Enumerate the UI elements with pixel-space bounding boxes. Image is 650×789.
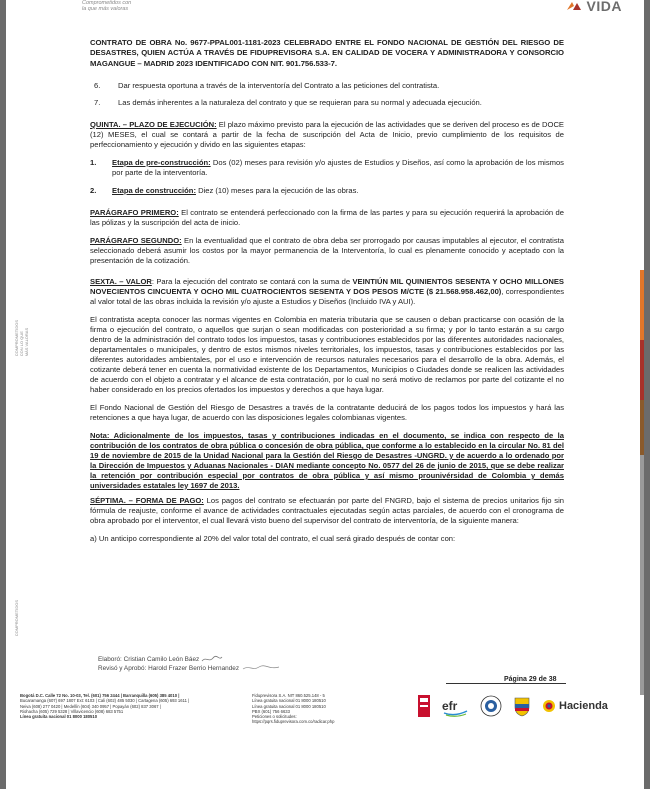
logo-word: VIDA — [586, 0, 622, 14]
footer-rule — [446, 683, 566, 684]
footer-contact: Bogotá D.C. Calle 72 No. 10-03, Tel. (601) 756 2444 | Barranquilla (605) 385 4010 | Bucaramanga (607) 697 1807 Ext: 6103 | Cali (602) 485 5030 | Cartagena (605) 693 1611 | Neiva (608) 277 0420 | Medellín (604) 340 0957 | Popayán (602) 837 3067 | Riohacha (605) 729 5328 | Villavicencio (608) 683 5751 Línea gratuita nacional 01 8000 180510 — [20, 693, 190, 720]
contract-title: CONTRATO DE OBRA No. 9677-PPAL001-1181-2023 CELEBRADO ENTRE EL FONDO NACIONAL DE GESTIÓN DEL RIESGO DE DESASTRES, QUIEN ACTÚA A TRAVÉS DE FIDUPREVISORA S.A. EN CALIDAD DE VOCERA Y ADMINISTRADORA Y CONSORCIO MAGANGUE – MADRID 2023 IDENTIFICADO CON NIT. 901.756.533-7. — [90, 38, 564, 68]
svg-text:efr: efr — [442, 699, 458, 713]
signature-reviso: Revisó y Aprobó: Harold Frazer Berrio Hernandez — [98, 664, 281, 673]
page-number: Página 29 de 38 — [504, 676, 557, 683]
paragraph-nota: Nota: Adicionalmente de los impuestos, tasas y contribuciones indicadas en el documento, se indica con respecto de la contribución de los contratos de obra pública o concesión de obra pública, que conforme a lo establecido en la circular No. 81 del 19 de noviembre de 2015 de la Unidad Nacional para la Gestión del Riesgo de Desastres -UNGRD. y de acuerdo a lo ordenado por la Dirección de Impuestos y Aduanas Nacionales - DIAN mediante concepto No. 0577 del 26 de junio de 2015, que se debe realizar la retención por contribución especial por contratos de obra pública y así mismo prounivérsidad de Colombia y demás universidades estatales ley 1697 de 2013. — [90, 430, 564, 490]
efr-logo-icon — [440, 695, 470, 717]
footer-company: Fiduprevisora S.A. NIT 860.525.148 - 5 Línea gratuita nacional 01 8000 180510 Línea gratuita nacional 01 8000 180510 PBX (601) 756 6633 Peticiones o solicitudes: https://pqrs.fiduprevisora.com.co/radicar.php — [252, 693, 335, 725]
signature-scribble-icon — [241, 664, 281, 672]
list-item: 1. Etapa de pre-construcción: Dos (02) meses para revisión y/o ajustes de Estudios y Diseños, así como la aprobación de los mismos por parte de la interventoría. — [90, 157, 564, 177]
paragrafo-segundo: PARÁGRAFO SEGUNDO: En la eventualidad que el contrato de obra deba ser prorrogado por causas imputables al ejecutor, el contratista seleccionado deberá asumir los costos por la mayor permanencia de la Interventoría, lo cual es plenamente conocido y aceptado con la presentación de la cotización. — [90, 235, 564, 265]
coat-of-arms-icon — [512, 695, 532, 717]
tagline-line-2: la que más valoras — [82, 6, 129, 12]
header-tagline — [82, 0, 131, 12]
paragraph-anticipo: a) Un anticipo correspondiente al 20% del valor total del contrato, el cual será girado después de contar con: — [90, 533, 456, 543]
list-item: 6. Dar respuesta oportuna a través de la interventoría del Contrato a las peticiones del contratista. — [94, 80, 440, 90]
hacienda-logo: Hacienda — [542, 699, 608, 713]
signature-scribble-icon — [201, 655, 223, 663]
accent-bar-brown — [640, 400, 644, 455]
list-item: 7. Las demás inherentes a la naturaleza del contrato y que se requieran para su normal y adecuada ejecución. — [94, 97, 482, 107]
hacienda-emblem-icon — [542, 699, 556, 713]
contract-body — [90, 38, 564, 544]
paragraph-fondo: El Fondo Nacional de Gestión del Riesgo de Desastres a través de la contratante deducirá de los pagos todos los impuestos y hará las retenciones a que haya lugar, de acuerdo con las disposiciones legales colombianas vigentes. — [90, 402, 564, 422]
accent-bar-red — [640, 340, 644, 400]
side-label-top: COMPROMETIDOS CON LO QUE MÁS VALORAS — [14, 320, 29, 357]
side-label-bottom: COMPROMETIDOS — [14, 600, 19, 637]
accent-bar-orange — [640, 270, 644, 340]
list-item: 2. Etapa de construcción: Diez (10) meses para la ejecución de las obras. — [90, 185, 359, 195]
signature-elaboro: Elaboró: Cristian Camilo León Báez — [98, 655, 281, 664]
certification-seal-icon — [480, 695, 502, 717]
document-page — [6, 0, 644, 789]
clause-septima: SÉPTIMA. – FORMA DE PAGO: Los pagos del contrato se efectuarán por parte del FNGRD, bajo el sistema de precios unitarios fijo sin fórmula de reajuste, conforme el avance de actividades contractuales ejecutadas según actas parciales, de acuerdo con el cronograma de obra aprobado por el interventor, el cual llevará visto bueno del supervisor del contrato de interventoría, de la siguiente manera: — [90, 495, 564, 525]
footer-logos — [418, 695, 608, 717]
paragraph-normas: El contratista acepta conocer las normas vigentes en Colombia en materia tributaria que se causen o deban practicarse con ocasión de la firma o ejecución del contrato, o aquellos que surjan o sean modificadas con posterioridad a su firma; y por lo tanto estarán a su cargo dentro de la administración del contrato todos los impuestos, tasas y contribuciones establecidos por las diferentes autoridades nacionales, departamentales o municipales, y dentro de estos mismos niveles territoriales, los impuestos, tasas y contribuciones establecidos por las diferentes autoridades ambientales, por el uso e intervención de recursos naturales necesarios para el desarrollo de la obra. Además, el cotizante deberá tener en cuenta la normatividad existente de los Departamentos, Municipios o Ciudades donde se realicen las actividades de acuerdo con el objeto a contratar y el alcance de esta contratación, por lo cual no será motivo de reclamos por parte del cotizante el no haber considerado en los precios ofertados los impuestos y derechos a que haya lugar. — [90, 314, 564, 394]
great-place-badge-icon — [418, 695, 430, 717]
signature-block — [98, 655, 281, 673]
paragrafo-primero: PARÁGRAFO PRIMERO: El contrato se entenderá perfeccionado con la firma de las partes y para su ejecución requerirá la aprobación de las pólizas y la suscripción del acta de inicio. — [90, 207, 564, 227]
accent-bar-gray — [640, 455, 644, 695]
tagline-line-1: Comprometidos con — [82, 0, 132, 6]
clause-sexta: SEXTA. – VALOR: Para la ejecución del contrato se contará con la suma de VEINTIÚN MIL QUINIENTOS SESENTA Y OCHO MILLONES NOVECIENTOS CINCUENTA Y OCHO MIL CUATROCIENTOS SESENTA Y DOS PESOS M/CTE ($ 21.568.958.462,00), correspondientes al valor total de las obras incluida la revisión y/o ajuste a Estudios y Diseños (Incluido IVA y AUI). — [90, 276, 564, 306]
header-logo — [565, 0, 622, 12]
clause-quinta: QUINTA. – PLAZO DE EJECUCIÓN: El plazo máximo previsto para la ejecución de las actividades que se deriven del proceso es de DOCE (12) MESES, el cual se contará a partir de la fecha de suscripción del Acta de Inicio, previo cumplimiento de los requisitos de perfeccionamiento y ejecución y divido en las siguientes etapas: — [90, 119, 564, 149]
logo-mark-icon — [565, 0, 583, 12]
